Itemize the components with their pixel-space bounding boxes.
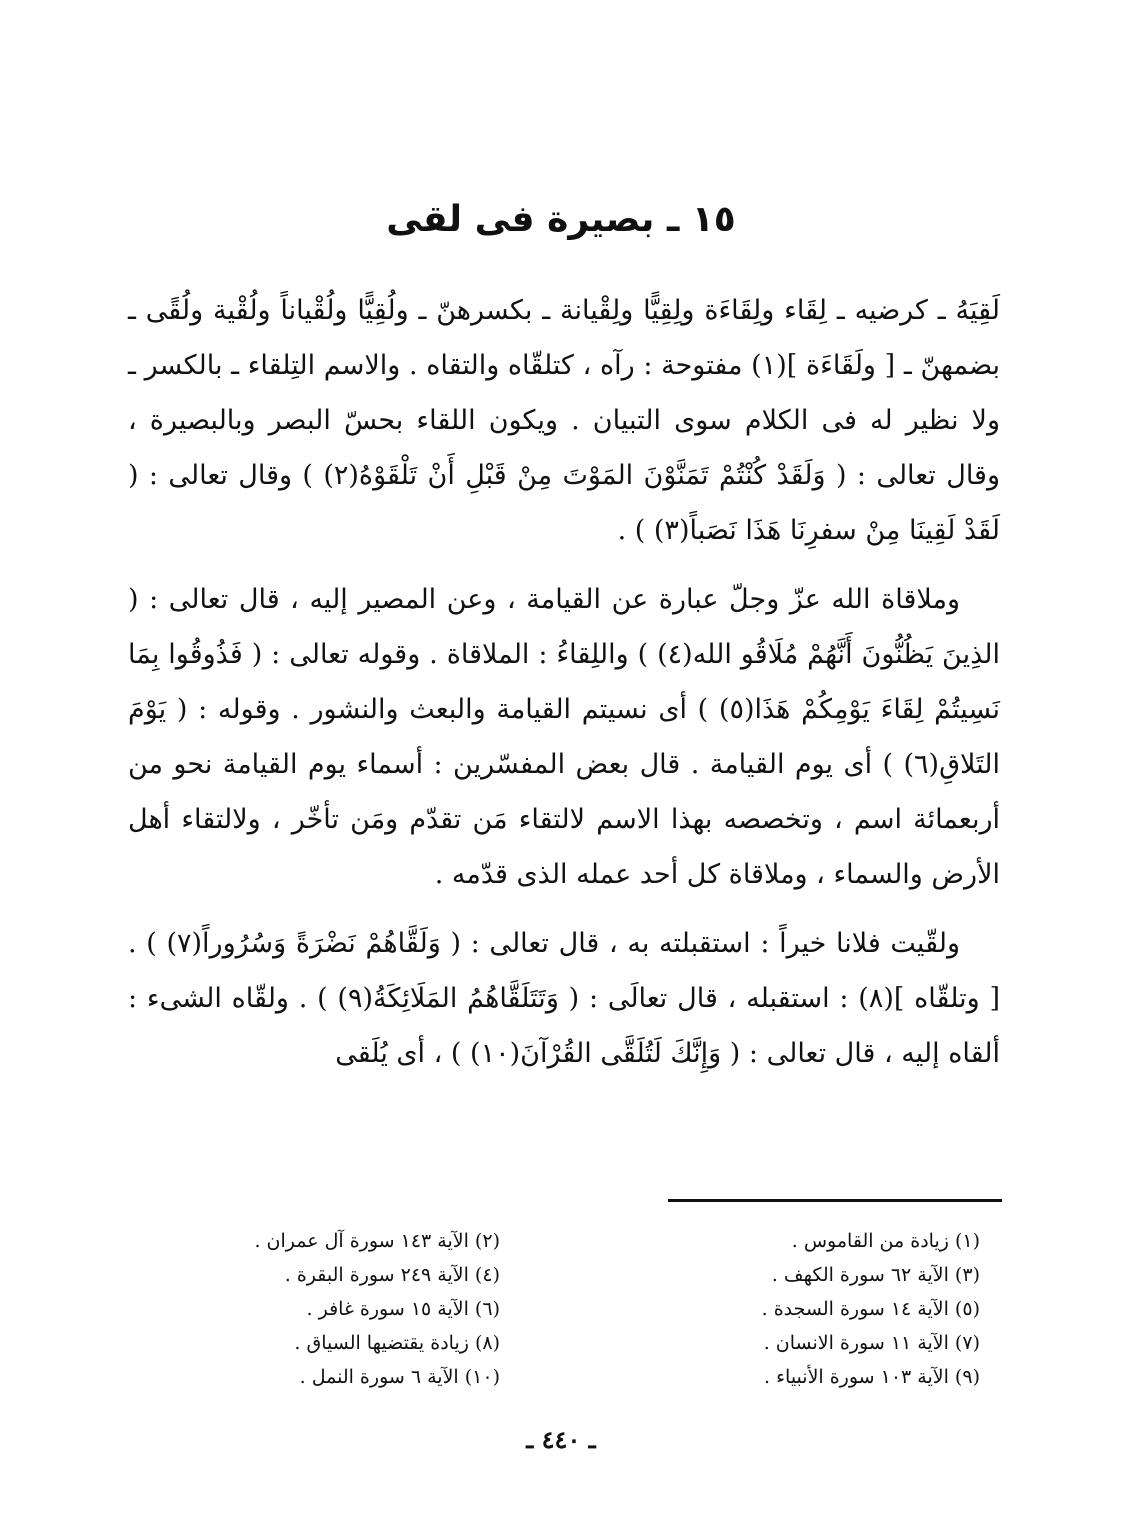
paragraph-3: ولقّيت فلانا خيراً : استقبلته به ، قال تعالى : ( وَلَقَّاهُمْ نَضْرَةً وَسُرُوراً(٧) ) . [ وتلقّاه ](٨) : استقبله ، قال تعالَى : ( وَتَتَلَقَّاهُمُ المَلَائِكَةُ(٩) ) . ولقّاه الشىء : ألقاه إليه ، قال تعالى : ( وَإِنَّكَ لَتُلَقَّى القُرْآنَ(١٠) ) ، أى يُلَقى — [128, 928, 1000, 1069]
footnote: (١٠) الآية ٦ سورة النمل . — [299, 1366, 500, 1388]
footnote: (٣) الآية ٦٢ سورة الكهف . — [771, 1264, 980, 1286]
footnote: (٦) الآية ١٥ سورة غافر . — [306, 1298, 500, 1320]
footnote: (٨) زيادة يقتضيها السياق . — [294, 1332, 500, 1354]
paragraph-2: وملاقاة الله عزّ وجلّ عبارة عن القيامة ، وعن المصير إليه ، قال تعالى : ( الذِينَ يَظُنُّونَ أَنَّهُمْ مُلَاقُو الله(٤) ) واللِقاءُ : الملاقاة . وقوله تعالى : ( فَذُوقُوا بِمَا نَسِيتُمْ لِقَاءَ يَوْمِكُمْ هَذَا(٥) ) أى نسيتم القيامة والبعث والنشور . وقوله : ( يَوْمَ التَلاقِ(٦) ) أى يوم القيامة . قال بعض المفسّرين : أسماء يوم القيامة نحو من أربعمائة اسم ، وتخصصه بهذا الاسم لالتقاء مَن تقدّم ومَن تأخّر ، ولالتقاء أهل الأرض والسماء ، وملاقاة كل أحد عمله الذى قدّمه . — [128, 584, 1001, 890]
footnotes-left-column — [160, 1224, 500, 1394]
page-number: ـ ٤٤٠ ـ — [526, 1425, 596, 1454]
footnotes-right-column — [640, 1224, 980, 1394]
main-text — [128, 283, 1000, 1081]
footnote: (٢) الآية ١٤٣ سورة آل عمران . — [254, 1230, 500, 1252]
footnote: (٤) الآية ٢٤٩ سورة البقرة . — [284, 1264, 500, 1286]
footnote: (١) زيادة من القاموس . — [791, 1230, 980, 1252]
section-title: ١٥ ـ بصيرة فى لقى — [386, 199, 736, 240]
paragraph-1: لَقِيَهُ ـ كرضيه ـ لِقَاء ولِقَاءَة ولِقِيًّا ولِقْيانة ـ بكسرهنّ ـ ولُقِيًّا ولُقْياناً ولُقْية ولُقًى ـ بضمهنّ ـ [ ولَقَاءَة ](١) مفتوحة : رآه ، كتلقّاه والتقاه . والاسم التِلقاء ـ بالكسر ـ ولا نظير له فى الكلام سوى التبيان . ويكون اللقاء بحسّ البصر وبالبصيرة ، وقال تعالى : ( وَلَقَدْ كُنْتُمْ تَمَنَّوْنَ المَوْتَ مِنْ قَبْلِ أَنْ تَلْقَوْهُ(٢) ) وقال تعالى : ( لَقَدْ لَقِينَا مِنْ سفرِنَا هَذَا نَصَباً(٣) ) . — [128, 295, 1001, 546]
footnote: (٧) الآية ١١ سورة الانسان . — [763, 1332, 980, 1354]
footnote-separator — [668, 1199, 1002, 1202]
footnote: (٩) الآية ١٠٣ سورة الأنبياء . — [764, 1366, 980, 1388]
footnote: (٥) الآية ١٤ سورة السجدة . — [761, 1298, 980, 1320]
